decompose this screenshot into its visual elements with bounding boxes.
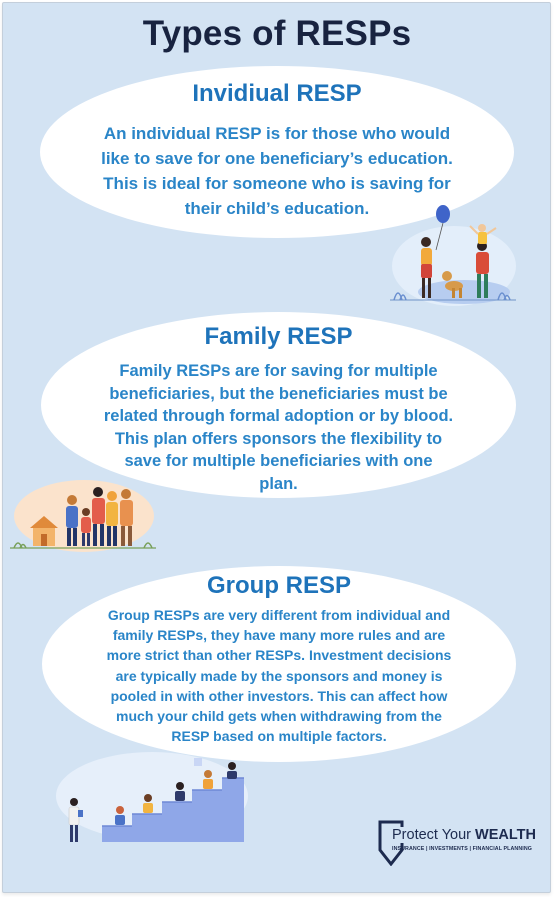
body-line: family RESPs, they have many more rules and are	[112, 627, 446, 644]
body-line: beneficiaries, but the beneficiaries must be	[109, 384, 448, 403]
logo-prefix: Protect Your	[392, 827, 476, 843]
body-line: much your child gets when withdrawing from the	[116, 708, 442, 725]
body-line: related through formal adoption or by blood.	[103, 407, 454, 425]
body-line: their child’s education.	[184, 199, 370, 218]
group-resp-description	[42, 605, 516, 746]
family-balloon-illustration	[386, 200, 520, 308]
logo-tagline: INSURANCE | INVESTMENTS | FINANCIAL PLANNING	[392, 846, 532, 852]
body-line: Family RESPs are for saving for multiple	[119, 362, 438, 380]
body-line: An individual RESP is for those who would	[103, 124, 451, 143]
body-line: plan.	[259, 474, 298, 493]
body-line: more strict than other RESPs. Investment decisions	[106, 647, 452, 664]
logo-wordmark	[390, 827, 536, 843]
body-line: RESP based on multiple factors.	[171, 728, 387, 745]
body-line: This is ideal for someone who is saving for	[103, 174, 451, 193]
body-line: Group RESPs are very different from individual and	[107, 607, 451, 623]
body-line: pooled in with other investors. This can affect how	[110, 687, 448, 704]
body-line: like to save for one beneficiary’s education.	[101, 149, 453, 168]
page-title: Types of RESPs	[142, 14, 412, 53]
logo-brand: WEALTH	[475, 827, 536, 843]
students-steps-illustration	[52, 746, 252, 846]
body-line: This plan offers sponsors the flexibility to	[114, 429, 443, 448]
family-resp-heading: Family RESP	[204, 323, 353, 350]
body-line: are typically made by the sponsors and money is	[115, 667, 443, 684]
group-resp-heading: Group RESP	[206, 572, 351, 599]
individual-resp-heading: Invidiual RESP	[192, 80, 362, 107]
protect-your-wealth-logo	[378, 816, 548, 874]
family-group-illustration	[8, 466, 158, 556]
body-line: save for multiple beneficiaries with one	[124, 452, 433, 470]
